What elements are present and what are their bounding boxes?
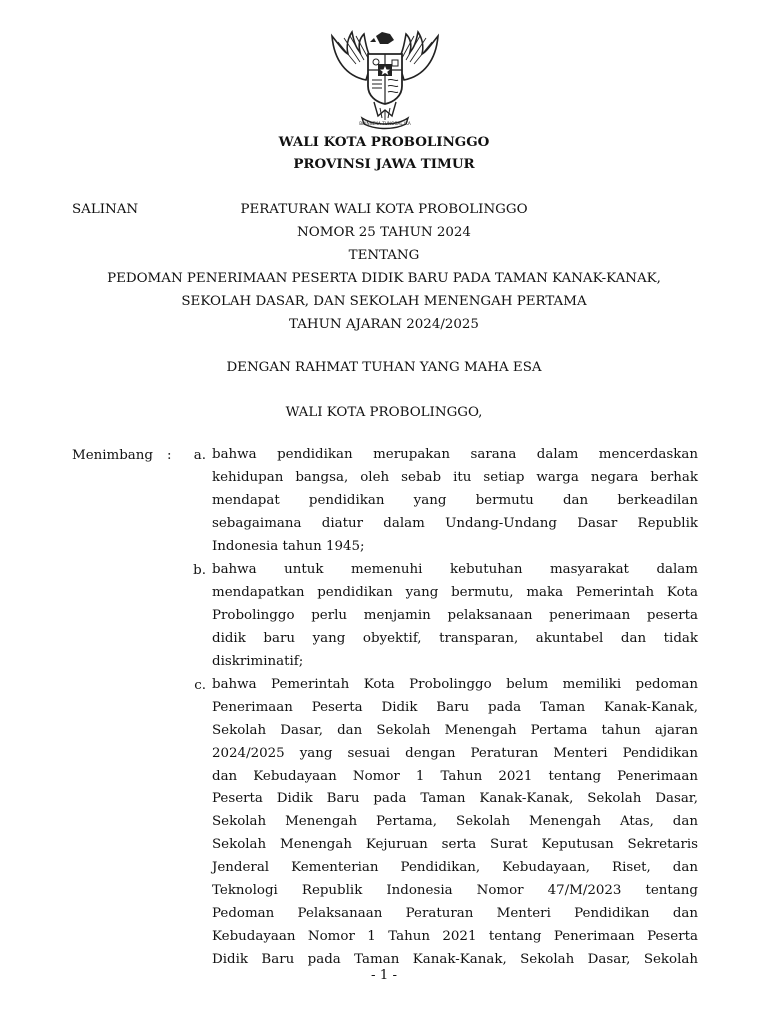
considering-item-line: kehidupan bangsa, oleh sebab itu setiap warga negara berhak	[212, 469, 698, 485]
issuer-heading: WALI KOTA PROBOLINGGO,	[285, 405, 483, 420]
page-number: - 1 -	[370, 968, 398, 983]
preamble: DENGAN RAHMAT TUHAN YANG MAHA ESA	[226, 360, 542, 375]
considering-item-line: mendapatkan pendidikan yang bermutu, maka Pemerintah Kota	[212, 584, 698, 600]
considering-item-line: Indonesia tahun 1945;	[212, 538, 365, 554]
garuda-pancasila-emblem-icon	[326, 24, 444, 132]
considering-item-line: sebagaimana diatur dalam Undang-Undang Dasar Republik	[212, 515, 698, 531]
considering-item-line: Sekolah Dasar, dan Sekolah Menengah Pertama tahun ajaran	[212, 722, 698, 738]
copy-label: SALINAN	[72, 202, 139, 217]
considering-item-line: Sekolah Menengah Kejuruan serta Surat Keputusan Sekretaris	[212, 837, 698, 853]
considering-item-line: bahwa Pemerintah Kota Probolinggo belum memiliki pedoman	[212, 677, 698, 692]
header-title: WALI KOTA PROBOLINGGO	[278, 134, 490, 150]
considering-item-letter: b.	[193, 563, 206, 578]
considering-item-line: didik baru yang obyektif, transparan, akuntabel dan tidak	[212, 630, 698, 646]
considering-item-letter: a.	[193, 448, 206, 463]
considering-item-line: Kebudayaan Nomor 1 Tahun 2021 tentang Penerimaan Peserta	[212, 928, 698, 944]
considering-item-line: Peserta Didik Baru pada Taman Kanak-Kanak, Sekolah Dasar,	[212, 791, 698, 807]
considering-item-line: Didik Baru pada Taman Kanak-Kanak, Sekolah Dasar, Sekolah	[212, 951, 698, 967]
considering-item-letter: c.	[194, 678, 206, 693]
considering-item-text	[212, 559, 698, 673]
regulation-subject-line3: TAHUN AJARAN 2024/2025	[289, 317, 479, 332]
considering-item-line: diskriminatif;	[212, 653, 304, 669]
header-province: PROVINSI JAWA TIMUR	[293, 156, 475, 172]
considering-colon: :	[167, 448, 172, 463]
regulation-title: PERATURAN WALI KOTA PROBOLINGGO	[240, 202, 528, 217]
regulation-subject-line1: PEDOMAN PENERIMAAN PESERTA DIDIK BARU PADA TAMAN KANAK-KANAK,	[107, 271, 661, 286]
regulation-number: NOMOR 25 TAHUN 2024	[297, 225, 471, 240]
considering-item-line: Teknologi Republik Indonesia Nomor 47/M/2023 tentang	[212, 883, 698, 899]
considering-item-line: Pedoman Pelaksanaan Peraturan Menteri Pendidikan dan	[212, 905, 698, 921]
considering-item-text	[212, 674, 698, 972]
considering-item-line: Sekolah Menengah Pertama, Sekolah Menengah Atas, dan	[212, 814, 698, 830]
regulation-subject-line2: SEKOLAH DASAR, DAN SEKOLAH MENENGAH PERTAMA	[181, 294, 587, 309]
considering-item-line: Penerimaan Peserta Didik Baru pada Taman Kanak-Kanak,	[212, 699, 698, 715]
considering-item-line: Jenderal Kementerian Pendidikan, Kebudayaan, Riset, dan	[212, 860, 698, 876]
considering-item-text	[212, 444, 698, 558]
considering-item-line: mendapat pendidikan yang bermutu dan berkeadilan	[212, 492, 698, 508]
considering-item-line: bahwa pendidikan merupakan sarana dalam mencerdaskan	[212, 447, 698, 462]
considering-label: Menimbang	[72, 448, 153, 463]
considering-item-line: Probolinggo perlu menjamin pelaksanaan penerimaan peserta	[212, 607, 698, 623]
emblem-motto: BHINNEKA TUNGGAL IKA	[359, 121, 411, 126]
considering-item-line: 2024/2025 yang sesuai dengan Peraturan Menteri Pendidikan	[212, 745, 698, 761]
considering-item-line: dan Kebudayaan Nomor 1 Tahun 2021 tentang Penerimaan	[212, 768, 698, 784]
considering-item-line: bahwa untuk memenuhi kebutuhan masyarakat dalam	[212, 562, 698, 577]
regulation-about: TENTANG	[348, 248, 420, 263]
